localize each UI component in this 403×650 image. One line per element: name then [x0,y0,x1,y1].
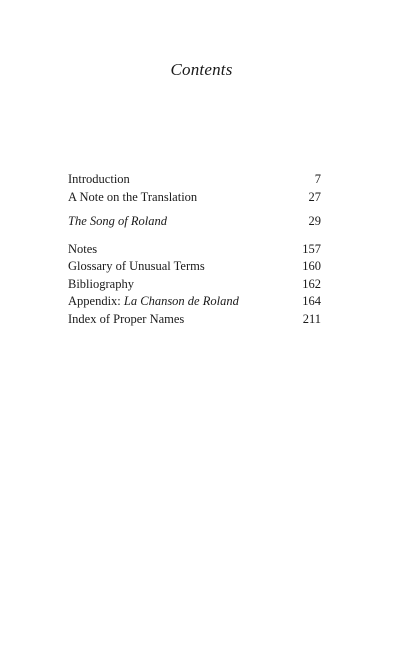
toc-entry-label: Glossary of Unusual Terms [68,259,205,273]
toc-entry-bibliography [68,276,321,294]
toc-entry-translation-note [68,189,321,207]
toc-entry-label: Notes [68,241,98,256]
toc-entry-song-of-roland [68,213,321,231]
page-title: Contents [170,60,233,79]
table-of-contents [68,171,321,328]
toc-entry-introduction [68,171,321,189]
toc-entry-label-italic: La Chanson de Roland [123,294,239,308]
toc-entry-notes [68,241,321,259]
toc-entry-label-prefix: Appendix: [68,294,124,308]
toc-entry-label [68,293,239,311]
toc-entry-label: Index of Proper Names [68,311,185,326]
toc-entry-page: 29 [308,214,321,228]
toc-entry-page: 157 [302,241,321,256]
toc-entry-label: A Note on the Translation [68,189,198,204]
toc-entry-appendix [68,293,321,311]
toc-entry-page: 162 [302,276,321,291]
toc-entry-page: 160 [302,259,321,273]
toc-entry-index [68,311,321,329]
toc-entry-label: Bibliography [68,276,134,291]
toc-entry-page: 211 [302,311,321,326]
toc-entry-page: 27 [308,189,321,204]
toc-entry-label: The Song of Roland [68,214,167,228]
toc-entry-label: Introduction [68,172,130,186]
toc-entry-page: 7 [314,172,321,186]
toc-entry-page: 164 [302,294,321,308]
toc-entry-glossary [68,258,321,276]
